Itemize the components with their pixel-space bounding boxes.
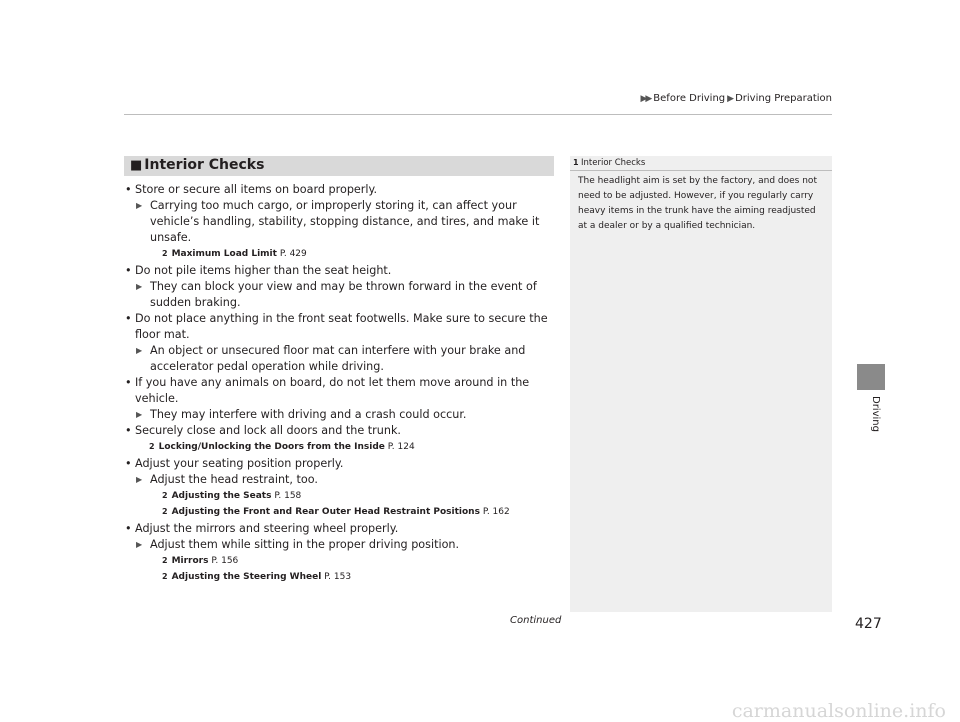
reference-title: Adjusting the Steering Wheel: [171, 572, 322, 582]
cross-reference[interactable]: [124, 554, 554, 568]
double-arrow-icon: ▶▶: [640, 94, 651, 104]
bullet-item: • Securely close and lock all doors and the trunk.: [124, 423, 554, 439]
section-title: [130, 157, 264, 173]
sub-item: ▶ Adjust the head restraint, too.: [124, 472, 554, 488]
watermark-text: carmanualsonline.info: [731, 700, 946, 722]
reference-page: P. 162: [482, 507, 510, 517]
note-icon: 1: [573, 158, 579, 167]
main-content: [124, 182, 554, 586]
bullet-item: • Adjust your seating position properly.: [124, 456, 554, 472]
header-divider: [124, 114, 832, 115]
continued-label: Continued: [510, 615, 562, 626]
reference-title: Maximum Load Limit: [171, 249, 277, 259]
reference-page: P. 429: [279, 249, 307, 259]
reference-icon: 2: [149, 442, 155, 451]
arrow-icon: ▶: [727, 94, 733, 104]
breadcrumb-part-2: Driving Preparation: [735, 93, 832, 104]
section-header: [124, 156, 554, 176]
sub-item: ▶ Carrying too much cargo, or improperly storing it, can affect your vehicle’s handling, stability, stopping distance, and tires, and make it unsafe.: [124, 198, 554, 246]
reference-icon: 2: [162, 556, 168, 565]
cross-reference[interactable]: [124, 489, 554, 503]
bullet-item: • If you have any animals on board, do not let them move around in the vehicle.: [124, 375, 554, 407]
sub-item: ▶ They may interfere with driving and a crash could occur.: [124, 407, 554, 423]
page-number: 427: [855, 616, 882, 632]
square-bullet-icon: ■: [130, 158, 143, 173]
reference-icon: 2: [162, 491, 168, 500]
breadcrumb-part-1: Before Driving: [653, 93, 726, 104]
reference-title: Locking/Unlocking the Doors from the Inside: [158, 442, 385, 452]
bullet-item: • Do not pile items higher than the seat height.: [124, 263, 554, 279]
cross-reference[interactable]: [124, 505, 554, 519]
cross-reference[interactable]: [124, 440, 554, 454]
reference-icon: 2: [162, 572, 168, 581]
sidebar-title: Interior Checks: [581, 158, 646, 168]
breadcrumb: [0, 93, 832, 104]
chapter-tab: [857, 364, 885, 390]
sidebar-note: [570, 156, 832, 612]
watermark: [0, 700, 960, 722]
reference-icon: 2: [162, 249, 168, 258]
chapter-label: Driving: [870, 396, 881, 432]
bullet-item: • Store or secure all items on board properly.: [124, 182, 554, 198]
reference-page: P. 158: [274, 491, 302, 501]
reference-page: P. 153: [324, 572, 352, 582]
reference-title: Adjusting the Seats: [171, 491, 272, 501]
bullet-item: • Do not place anything in the front seat footwells. Make sure to secure the floor mat.: [124, 311, 554, 343]
sub-item: ▶ Adjust them while sitting in the proper driving position.: [124, 537, 554, 553]
cross-reference[interactable]: [124, 570, 554, 584]
section-title-text: Interior Checks: [144, 157, 265, 173]
reference-page: P. 156: [211, 556, 239, 566]
bullet-item: • Adjust the mirrors and steering wheel properly.: [124, 521, 554, 537]
reference-icon: 2: [162, 507, 168, 516]
sidebar-header: [570, 156, 832, 171]
sub-item: ▶ They can block your view and may be thrown forward in the event of sudden braking.: [124, 279, 554, 311]
reference-page: P. 124: [387, 442, 415, 452]
reference-title: Mirrors: [171, 556, 209, 566]
cross-reference[interactable]: [124, 247, 554, 261]
sub-item: ▶ An object or unsecured floor mat can interfere with your brake and accelerator pedal operation while driving.: [124, 343, 554, 375]
sidebar-body: The headlight aim is set by the factory, and does not need to be adjusted. However, if you regularly carry heavy items in the trunk have the aiming readjusted at a dealer or by a qualified technician.: [578, 176, 817, 231]
reference-title: Adjusting the Front and Rear Outer Head Restraint Positions: [171, 507, 480, 517]
